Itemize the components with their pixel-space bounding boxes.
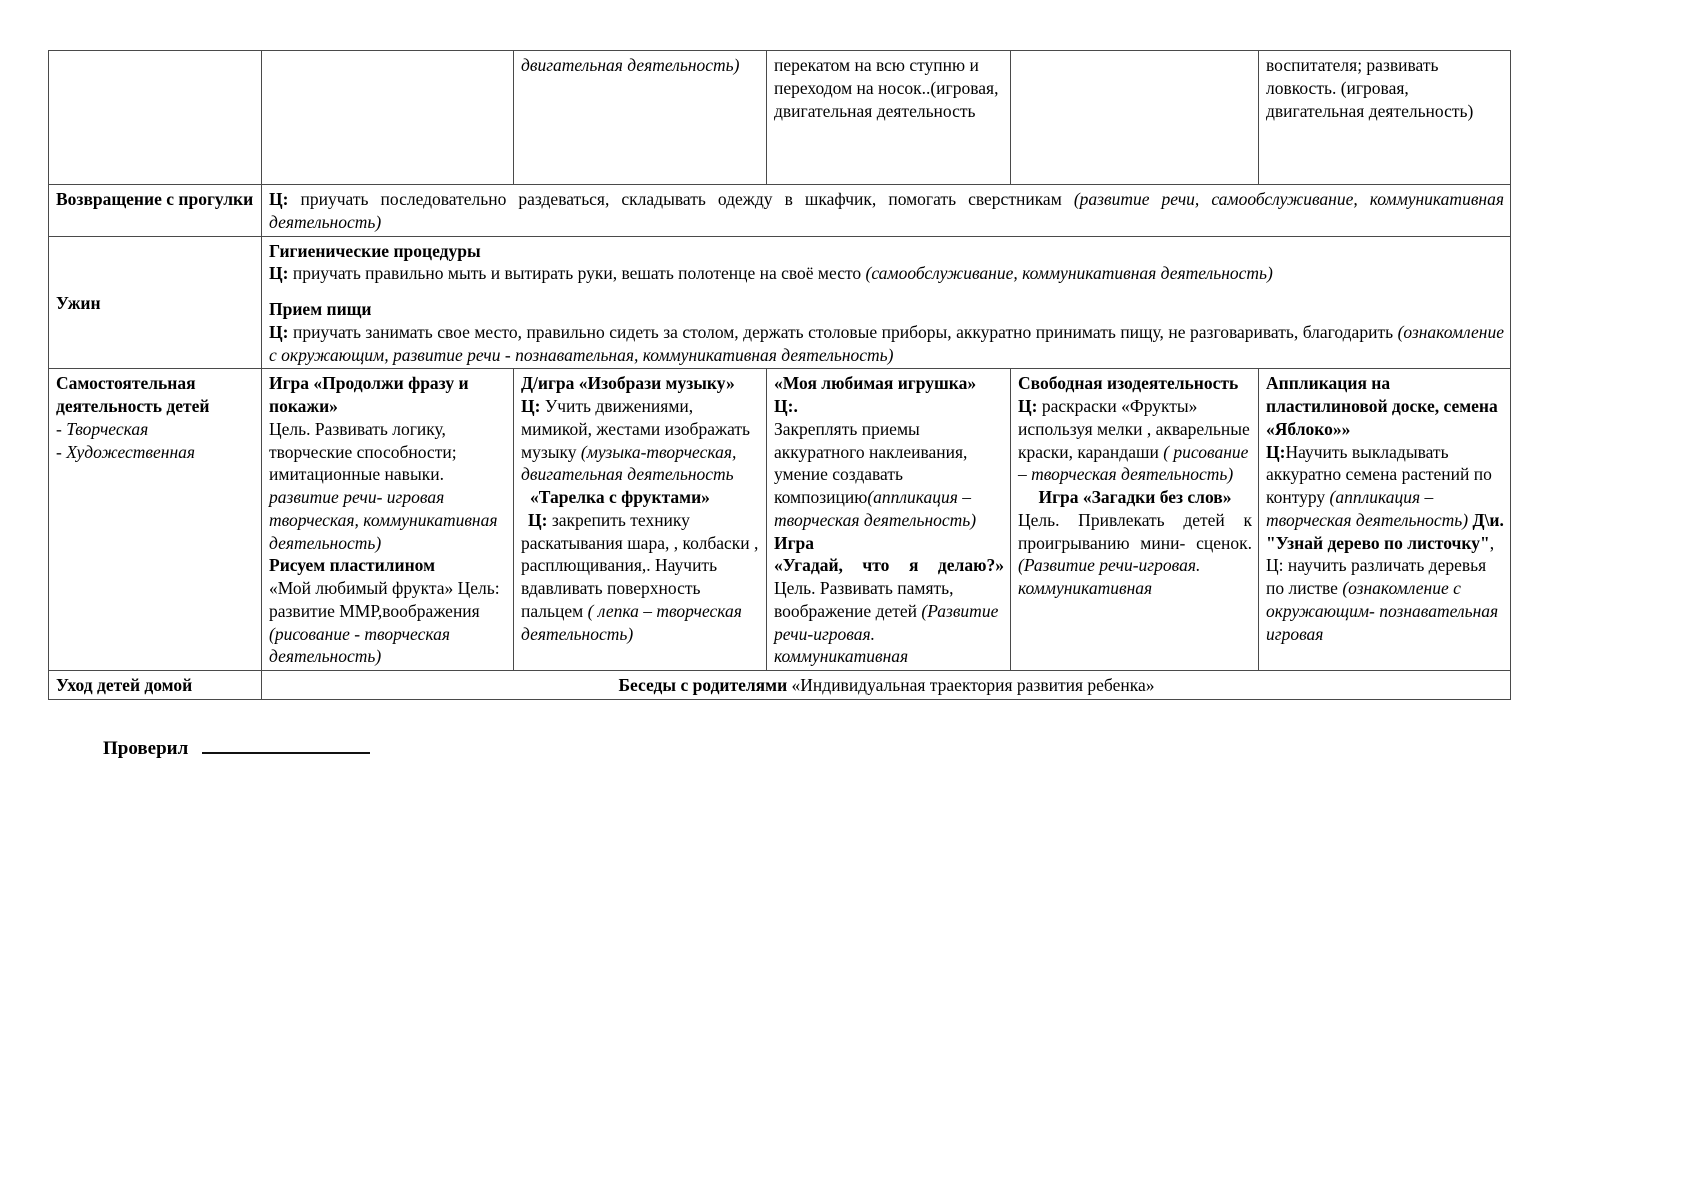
activity-4-plain-1: раскраски «Фрукты» используя мелки , акварельные краски, карандаши bbox=[1018, 396, 1250, 462]
supper-meal-main: приучать занимать свое место, правильно сидеть за столом, держать столовые приборы, аккуратно принимать пищу, не разговаривать, благодарить bbox=[288, 321, 1398, 342]
cell-continuation-c4 bbox=[1011, 51, 1259, 185]
table-row-children-go-home bbox=[49, 671, 1511, 700]
supper-block-meal bbox=[269, 321, 1504, 367]
row-label-children-go-home: Уход детей домой bbox=[49, 671, 262, 700]
supper-spacer bbox=[269, 285, 1504, 298]
activity-cell-2 bbox=[514, 369, 767, 671]
activity-3-plain-1: Закреплять приемы аккуратного наклеивания, умение создавать композицию bbox=[774, 418, 968, 507]
goal-marker: Ц: bbox=[528, 509, 548, 530]
activity-1-plain-2: «Мой любимый фрукта» Цель: развитие ММР,воображения bbox=[269, 578, 500, 621]
activity-2-plain-1: Учить движениями, мимикой, жестами изображать музыку bbox=[521, 396, 751, 462]
row-body-children-go-home bbox=[262, 671, 1511, 700]
table-row-supper bbox=[49, 236, 1511, 369]
goal-marker: Ц: bbox=[269, 321, 289, 342]
activity-4-title-2: Игра «Загадки без слов» bbox=[1038, 487, 1232, 507]
checked-by-label: Проверил bbox=[103, 737, 189, 759]
activity-2-italic-1: (музыка-творческая, двигательная деятельность bbox=[521, 441, 737, 485]
supper-heading-hygiene: Гигиенические процедуры bbox=[269, 240, 481, 261]
activity-2-italic-2: ( лепка – творческая деятельность) bbox=[521, 600, 742, 644]
activity-3-title: «Моя любимая игрушка» Ц:. bbox=[774, 373, 977, 416]
goal-marker: Ц: bbox=[269, 263, 289, 284]
table-row-continuation bbox=[49, 51, 1511, 185]
signature-line[interactable] bbox=[202, 738, 370, 754]
activity-5-title-2: Д\и. bbox=[1468, 509, 1504, 530]
goal-marker: Ц: bbox=[1266, 441, 1286, 462]
activity-cell-4 bbox=[1011, 369, 1259, 671]
activity-1-italic-2: (рисование - творческая деятельность) bbox=[269, 623, 450, 667]
parent-talks-label: Беседы с родителями bbox=[618, 675, 788, 695]
activity-5-plain-1: Научить выкладывать аккуратно семена растений по контуру bbox=[1266, 441, 1492, 507]
activity-5-italic-1: (аппликация – творческая деятельность) bbox=[1266, 487, 1469, 530]
activity-4-title: Свободная изодеятельность bbox=[1018, 373, 1239, 394]
activity-1-title: Игра «Продолжи фразу и покажи» bbox=[269, 373, 469, 416]
goal-marker: Ц: bbox=[521, 396, 541, 416]
table-row-return-from-walk bbox=[49, 185, 1511, 237]
cell-continuation-c5 bbox=[1259, 51, 1511, 185]
activity-3-title-3: «Угадай, что я делаю?» bbox=[774, 555, 1004, 576]
activity-2-plain-2: закрепить технику раскатывания шара, , колбаски , расплющивания,. Научить вдавливать поверхность пальцем bbox=[521, 509, 759, 621]
row-label-independent-activity bbox=[49, 369, 262, 671]
return-walk-italic: (развитие речи, самообслуживание, коммуникативная деятельность) bbox=[269, 189, 1504, 232]
table-row-independent-activity bbox=[49, 369, 1511, 671]
activity-3-italic-2: (Развитие речи-игровая. коммуникативная bbox=[774, 600, 999, 667]
row-label-supper: Ужин bbox=[49, 236, 262, 369]
supper-block-hygiene bbox=[269, 262, 1504, 285]
activity-4-italic-2: (Развитие речи-игровая. коммуникативная bbox=[1018, 555, 1201, 598]
continuation-c3-text: перекатом на всю ступню и переходом на носок..(игровая, двигательная деятельность bbox=[774, 55, 999, 121]
independent-activity-item-2: - Художественная bbox=[56, 441, 196, 462]
goal-marker: Ц: bbox=[1018, 396, 1038, 416]
activity-2-title-2: «Тарелка с фруктами» bbox=[530, 487, 710, 507]
activity-cell-3 bbox=[767, 369, 1011, 671]
daily-plan-table bbox=[48, 50, 1511, 700]
row-body-supper bbox=[262, 236, 1511, 369]
activity-2-title: Д/игра «Изобрази музыку» bbox=[521, 373, 735, 394]
row-body-return-from-walk bbox=[262, 185, 1511, 237]
continuation-c5-text: воспитателя; развивать ловкость. (игровая, двигательная деятельность) bbox=[1266, 55, 1474, 121]
supper-meal-italic: (ознакомление с окружающим, развитие речи - познавательная, коммуникативная деятельность) bbox=[269, 321, 1504, 365]
cell-continuation-c0 bbox=[49, 51, 262, 185]
activity-5-title: Аппликация на пластилиновой доске, семена «Яблоко»» bbox=[1266, 373, 1498, 439]
cell-continuation-c1 bbox=[262, 51, 514, 185]
return-walk-main: приучать последовательно раздеваться, складывать одежду в шкафчик, помогать сверстникам bbox=[288, 189, 1074, 209]
activity-1-title-2: Рисуем пластилином bbox=[269, 555, 436, 576]
signature-block bbox=[48, 738, 1513, 760]
activity-1-plain-1: Цель. Развивать логику, творческие способности; имитационные навыки. bbox=[269, 418, 457, 485]
activity-5-italic-2: (ознакомление с окружающим- познавательная игровая bbox=[1266, 578, 1499, 644]
activity-4-italic-1: ( рисование – творческая деятельность) bbox=[1018, 441, 1249, 485]
activity-1-italic-1: развитие речи- игровая творческая, коммуникативная деятельность) bbox=[269, 487, 498, 553]
row-label-return-from-walk: Возвращение с прогулки bbox=[49, 185, 262, 237]
independent-activity-item-1: - Творческая bbox=[56, 418, 149, 439]
parent-talks-topic: «Индивидуальная траектория развития ребенка» bbox=[787, 675, 1155, 695]
cell-continuation-c3 bbox=[767, 51, 1011, 185]
supper-heading-meal: Прием пищи bbox=[269, 299, 372, 319]
independent-activity-title: Самостоятельная деятельность детей bbox=[56, 373, 210, 416]
supper-hygiene-italic: (самообслуживание, коммуникативная деятельность) bbox=[865, 263, 1273, 284]
activity-3-italic-1: (аппликация – творческая деятельность) bbox=[774, 487, 977, 530]
activity-cell-1 bbox=[262, 369, 514, 671]
activity-3-plain-2: Цель. Развивать память, воображение детей bbox=[774, 578, 954, 621]
activity-cell-5 bbox=[1259, 369, 1511, 671]
activity-5-plain-2: , Ц: научить различать деревья по листве bbox=[1266, 532, 1495, 598]
cell-continuation-c2: двигательная деятельность) bbox=[514, 51, 767, 185]
supper-hygiene-main: приучать правильно мыть и вытирать руки, вешать полотенце на своё место bbox=[288, 263, 866, 284]
activity-3-title-2: Игра bbox=[774, 532, 815, 553]
activity-5-title-3: "Узнай дерево по листочку" bbox=[1266, 532, 1490, 553]
goal-marker: Ц: bbox=[269, 189, 289, 209]
activity-4-plain-2: Цель. Привлекать детей к проигрыванию мини- сценок. bbox=[1018, 509, 1252, 553]
